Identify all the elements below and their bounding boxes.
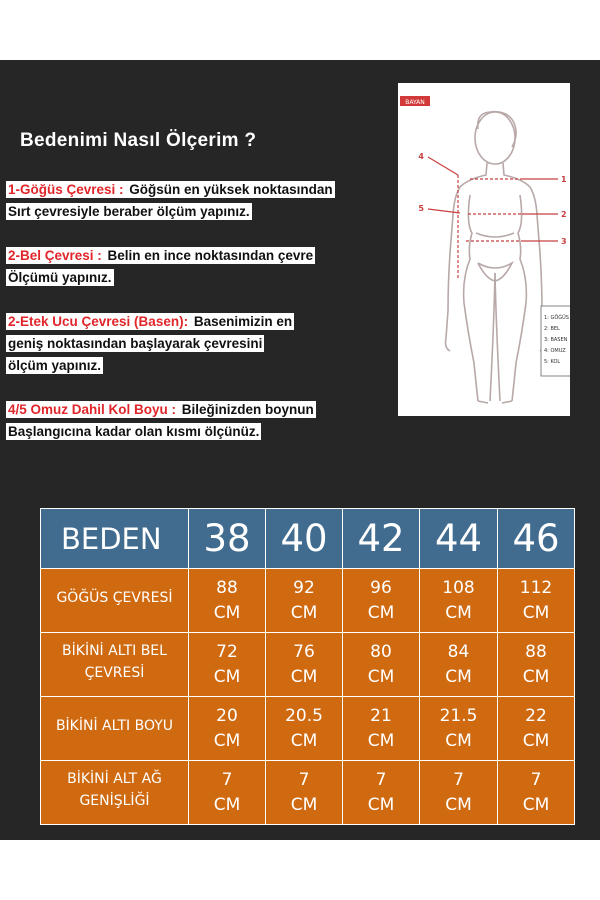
table-cell (498, 633, 575, 697)
cell-unit: CM (522, 730, 550, 751)
cell-value: 88 (525, 641, 547, 662)
cell-unit: CM (290, 730, 318, 751)
legend-item: 1: GÖĞÜS (544, 315, 569, 321)
cell-value: 20.5 (285, 705, 323, 726)
instruction-text: Göğsün en yüksek noktasından (125, 182, 333, 197)
table-cell (266, 633, 343, 697)
marker-5: 5 (418, 204, 424, 213)
cell-value: 21.5 (439, 705, 478, 726)
table-cell (343, 697, 420, 761)
cell-unit: CM (213, 794, 241, 815)
size-header: 46 (498, 509, 575, 569)
table-cell (266, 569, 343, 633)
legend-item: 4: OMUZ (544, 348, 566, 354)
cell-value: 7 (453, 769, 464, 790)
table-cell (189, 569, 266, 633)
row-label-line: BİKİNİ ALTI BEL (62, 642, 167, 659)
table-row (41, 761, 575, 825)
table-cell (498, 761, 575, 825)
cell-value: 22 (525, 705, 547, 726)
row-label-line: BİKİNİ ALT AĞ (67, 770, 162, 787)
row-label-line: GÖĞÜS ÇEVRESİ (56, 589, 173, 606)
cell-value: 108 (442, 577, 475, 598)
cell-value: 7 (221, 769, 233, 790)
cell-unit: CM (445, 794, 472, 815)
table-cell (189, 761, 266, 825)
size-header: 38 (189, 509, 266, 569)
instruction-text: Ölçümü yapınız. (8, 270, 112, 285)
instruction-text: geniş noktasından başlayarak çevresini (8, 336, 263, 351)
cell-value: 7 (298, 769, 310, 790)
marker-2: 2 (561, 210, 567, 219)
cell-unit: CM (290, 602, 318, 623)
table-cell (420, 697, 498, 761)
figure-tag: BAYAN (405, 99, 425, 106)
cell-unit: CM (445, 666, 472, 687)
instruction-arm-length (6, 399, 316, 443)
cell-value: 7 (375, 769, 387, 790)
instruction-text: ölçüm yapınız. (8, 358, 102, 373)
table-cell (420, 761, 498, 825)
instruction-label: 1-Göğüs Çevresi : (8, 182, 124, 197)
cell-value: 76 (293, 641, 315, 662)
instruction-text: Sırt çevresiyle beraber ölçüm yapınız. (8, 204, 250, 219)
table-cell (498, 569, 575, 633)
cell-unit: CM (213, 602, 241, 623)
header-size-label: BEDEN (41, 509, 189, 569)
instruction-label: 2-Etek Ucu Çevresi (Basen): (8, 314, 189, 329)
marker-4: 4 (418, 152, 424, 161)
row-label (41, 697, 189, 761)
cell-unit: CM (367, 666, 395, 687)
cell-unit: CM (367, 602, 395, 623)
page-title: Bedenimi Nasıl Ölçerim ? (20, 130, 257, 151)
row-label (41, 633, 189, 697)
table-header-row (41, 509, 575, 569)
cell-value: 84 (447, 641, 470, 662)
table-row (41, 697, 575, 761)
table-cell (343, 569, 420, 633)
cell-unit: CM (367, 730, 395, 751)
cell-value: 92 (293, 577, 315, 598)
table-cell (343, 761, 420, 825)
cell-value: 96 (370, 577, 392, 598)
cell-unit: CM (290, 666, 318, 687)
instruction-label: 2-Bel Çevresi : (8, 248, 102, 263)
size-chart-table (40, 508, 575, 825)
table-cell (266, 697, 343, 761)
legend-item: 5: KOL (544, 359, 561, 365)
body-measurement-figure (398, 83, 570, 416)
table-row (41, 633, 575, 697)
table-cell (189, 633, 266, 697)
instruction-waist (6, 245, 315, 289)
table-cell (420, 569, 498, 633)
table-cell (343, 633, 420, 697)
cell-unit: CM (522, 666, 550, 687)
cell-unit: CM (522, 794, 550, 815)
row-label (41, 569, 189, 633)
legend-item: 3: BASEN (544, 337, 568, 343)
marker-3: 3 (561, 237, 567, 246)
table-cell (420, 633, 498, 697)
cell-unit: CM (445, 730, 472, 751)
cell-value: 7 (530, 769, 542, 790)
instruction-text: Bileğinizden boynun (178, 402, 314, 417)
cell-value: 112 (519, 577, 553, 598)
cell-value: 20 (216, 705, 238, 726)
cell-unit: CM (367, 794, 395, 815)
instruction-text: Basenimizin en (190, 314, 293, 329)
cell-unit: CM (522, 602, 550, 623)
cell-value: 21 (370, 705, 392, 726)
row-label (41, 761, 189, 825)
body-outline (446, 112, 545, 403)
instruction-text: Belin en ince noktasından çevre (103, 248, 314, 263)
instruction-label: 4/5 Omuz Dahil Kol Boyu : (8, 402, 177, 417)
size-header: 42 (343, 509, 420, 569)
cell-value: 80 (370, 641, 392, 662)
size-header: 40 (266, 509, 343, 569)
cell-unit: CM (213, 666, 241, 687)
row-label-line: GENİŞLİĞİ (79, 792, 150, 809)
instruction-bust (6, 179, 335, 223)
cell-value: 72 (216, 641, 238, 662)
cell-unit: CM (445, 602, 472, 623)
marker-1: 1 (561, 175, 567, 184)
instruction-text: Başlangıcına kadar olan kısmı ölçünüz. (8, 424, 260, 439)
cell-value: 88 (216, 577, 238, 598)
table-row (41, 569, 575, 633)
measurement-lines (428, 157, 558, 279)
table-cell (498, 697, 575, 761)
cell-unit: CM (290, 794, 318, 815)
instruction-hip (6, 311, 294, 377)
cell-unit: CM (213, 730, 241, 751)
table-cell (189, 697, 266, 761)
legend-item: 2: BEL (544, 326, 560, 332)
size-header: 44 (420, 509, 498, 569)
table-cell (266, 761, 343, 825)
row-label-line: BİKİNİ ALTI BOYU (55, 717, 174, 734)
row-label-line: ÇEVRESİ (84, 664, 145, 681)
